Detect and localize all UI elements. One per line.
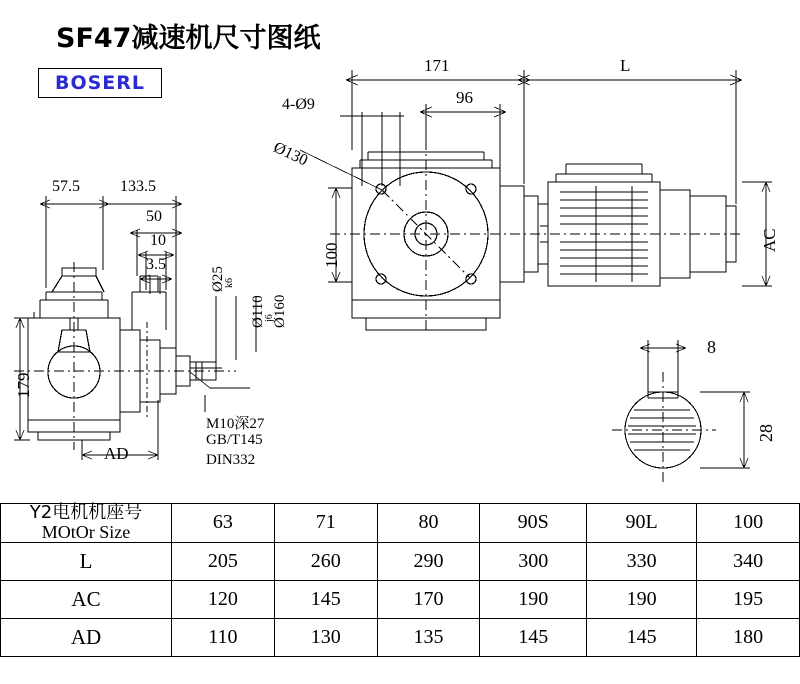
table-cell: 170	[377, 580, 480, 618]
table-cell: 190	[586, 580, 696, 618]
dim-dia160: Ø160	[272, 294, 288, 328]
table-cell: 135	[377, 618, 480, 656]
note-thread-depth: M10深27	[206, 416, 265, 432]
brand-logo-text: BOSERL	[54, 72, 146, 94]
table-cell: 180	[697, 618, 800, 656]
dim-dia130: Ø130	[270, 139, 311, 170]
table-cell: 205	[172, 542, 275, 580]
table-cell: 260	[274, 542, 377, 580]
table-cell: 340	[697, 542, 800, 580]
page-title: SF47减速机尺寸图纸	[56, 23, 321, 54]
dim-4xD9: 4-Ø9	[282, 96, 315, 113]
dim-100: 100	[322, 242, 341, 268]
table-row	[1, 580, 800, 618]
table-row-header-motor-size	[1, 504, 172, 543]
table-row-header-L: L	[1, 542, 172, 580]
table-cell: 80	[377, 504, 480, 543]
table-row	[1, 618, 800, 656]
table-cell: 300	[480, 542, 587, 580]
dim-dia110: Ø110	[250, 295, 266, 328]
dim-AD-left: AD	[104, 444, 129, 463]
dim-57-5: 57.5	[52, 178, 80, 195]
table-cell: 190	[480, 580, 587, 618]
dim-50: 50	[146, 208, 162, 225]
dim-96: 96	[456, 88, 473, 107]
dim-179: 179	[14, 372, 33, 398]
table-cell: 290	[377, 542, 480, 580]
dim-L: L	[620, 56, 631, 75]
table-cell: 71	[274, 504, 377, 543]
table-cell: 100	[697, 504, 800, 543]
table-cell: 130	[274, 618, 377, 656]
dim-AC: AC	[760, 228, 779, 252]
table-row-header-AC: AC	[1, 580, 172, 618]
table-cell: 90L	[586, 504, 696, 543]
table-cell: 120	[172, 580, 275, 618]
table-cell: 330	[586, 542, 696, 580]
table-row-header-AD: AD	[1, 618, 172, 656]
table-label-en: MOtOr Size	[41, 521, 131, 542]
note-standard-gb: GB/T145	[206, 432, 263, 448]
dim-133-5: 133.5	[120, 178, 156, 195]
note-standard-din: DIN332	[206, 452, 256, 468]
table-label-cn: Y2电机机座号	[29, 502, 143, 523]
dim-key-8: 8	[707, 337, 716, 357]
table-cell: 145	[586, 618, 696, 656]
table-row	[1, 542, 800, 580]
dim-10: 10	[150, 232, 166, 249]
table-cell: 110	[172, 618, 275, 656]
table-cell: 145	[480, 618, 587, 656]
dim-3-5: 3.5	[146, 256, 166, 273]
dim-dia25-tol: k6	[224, 278, 235, 288]
table-cell: 90S	[480, 504, 587, 543]
table-cell: 195	[697, 580, 800, 618]
dim-key-28: 28	[756, 424, 776, 442]
dim-dia25: Ø25	[210, 266, 226, 292]
table-row	[1, 504, 800, 543]
table-cell: 63	[172, 504, 275, 543]
dimension-table	[0, 503, 800, 657]
dim-171: 171	[424, 56, 450, 75]
table-cell: 145	[274, 580, 377, 618]
dim-dia110-tol: j6	[264, 314, 275, 322]
